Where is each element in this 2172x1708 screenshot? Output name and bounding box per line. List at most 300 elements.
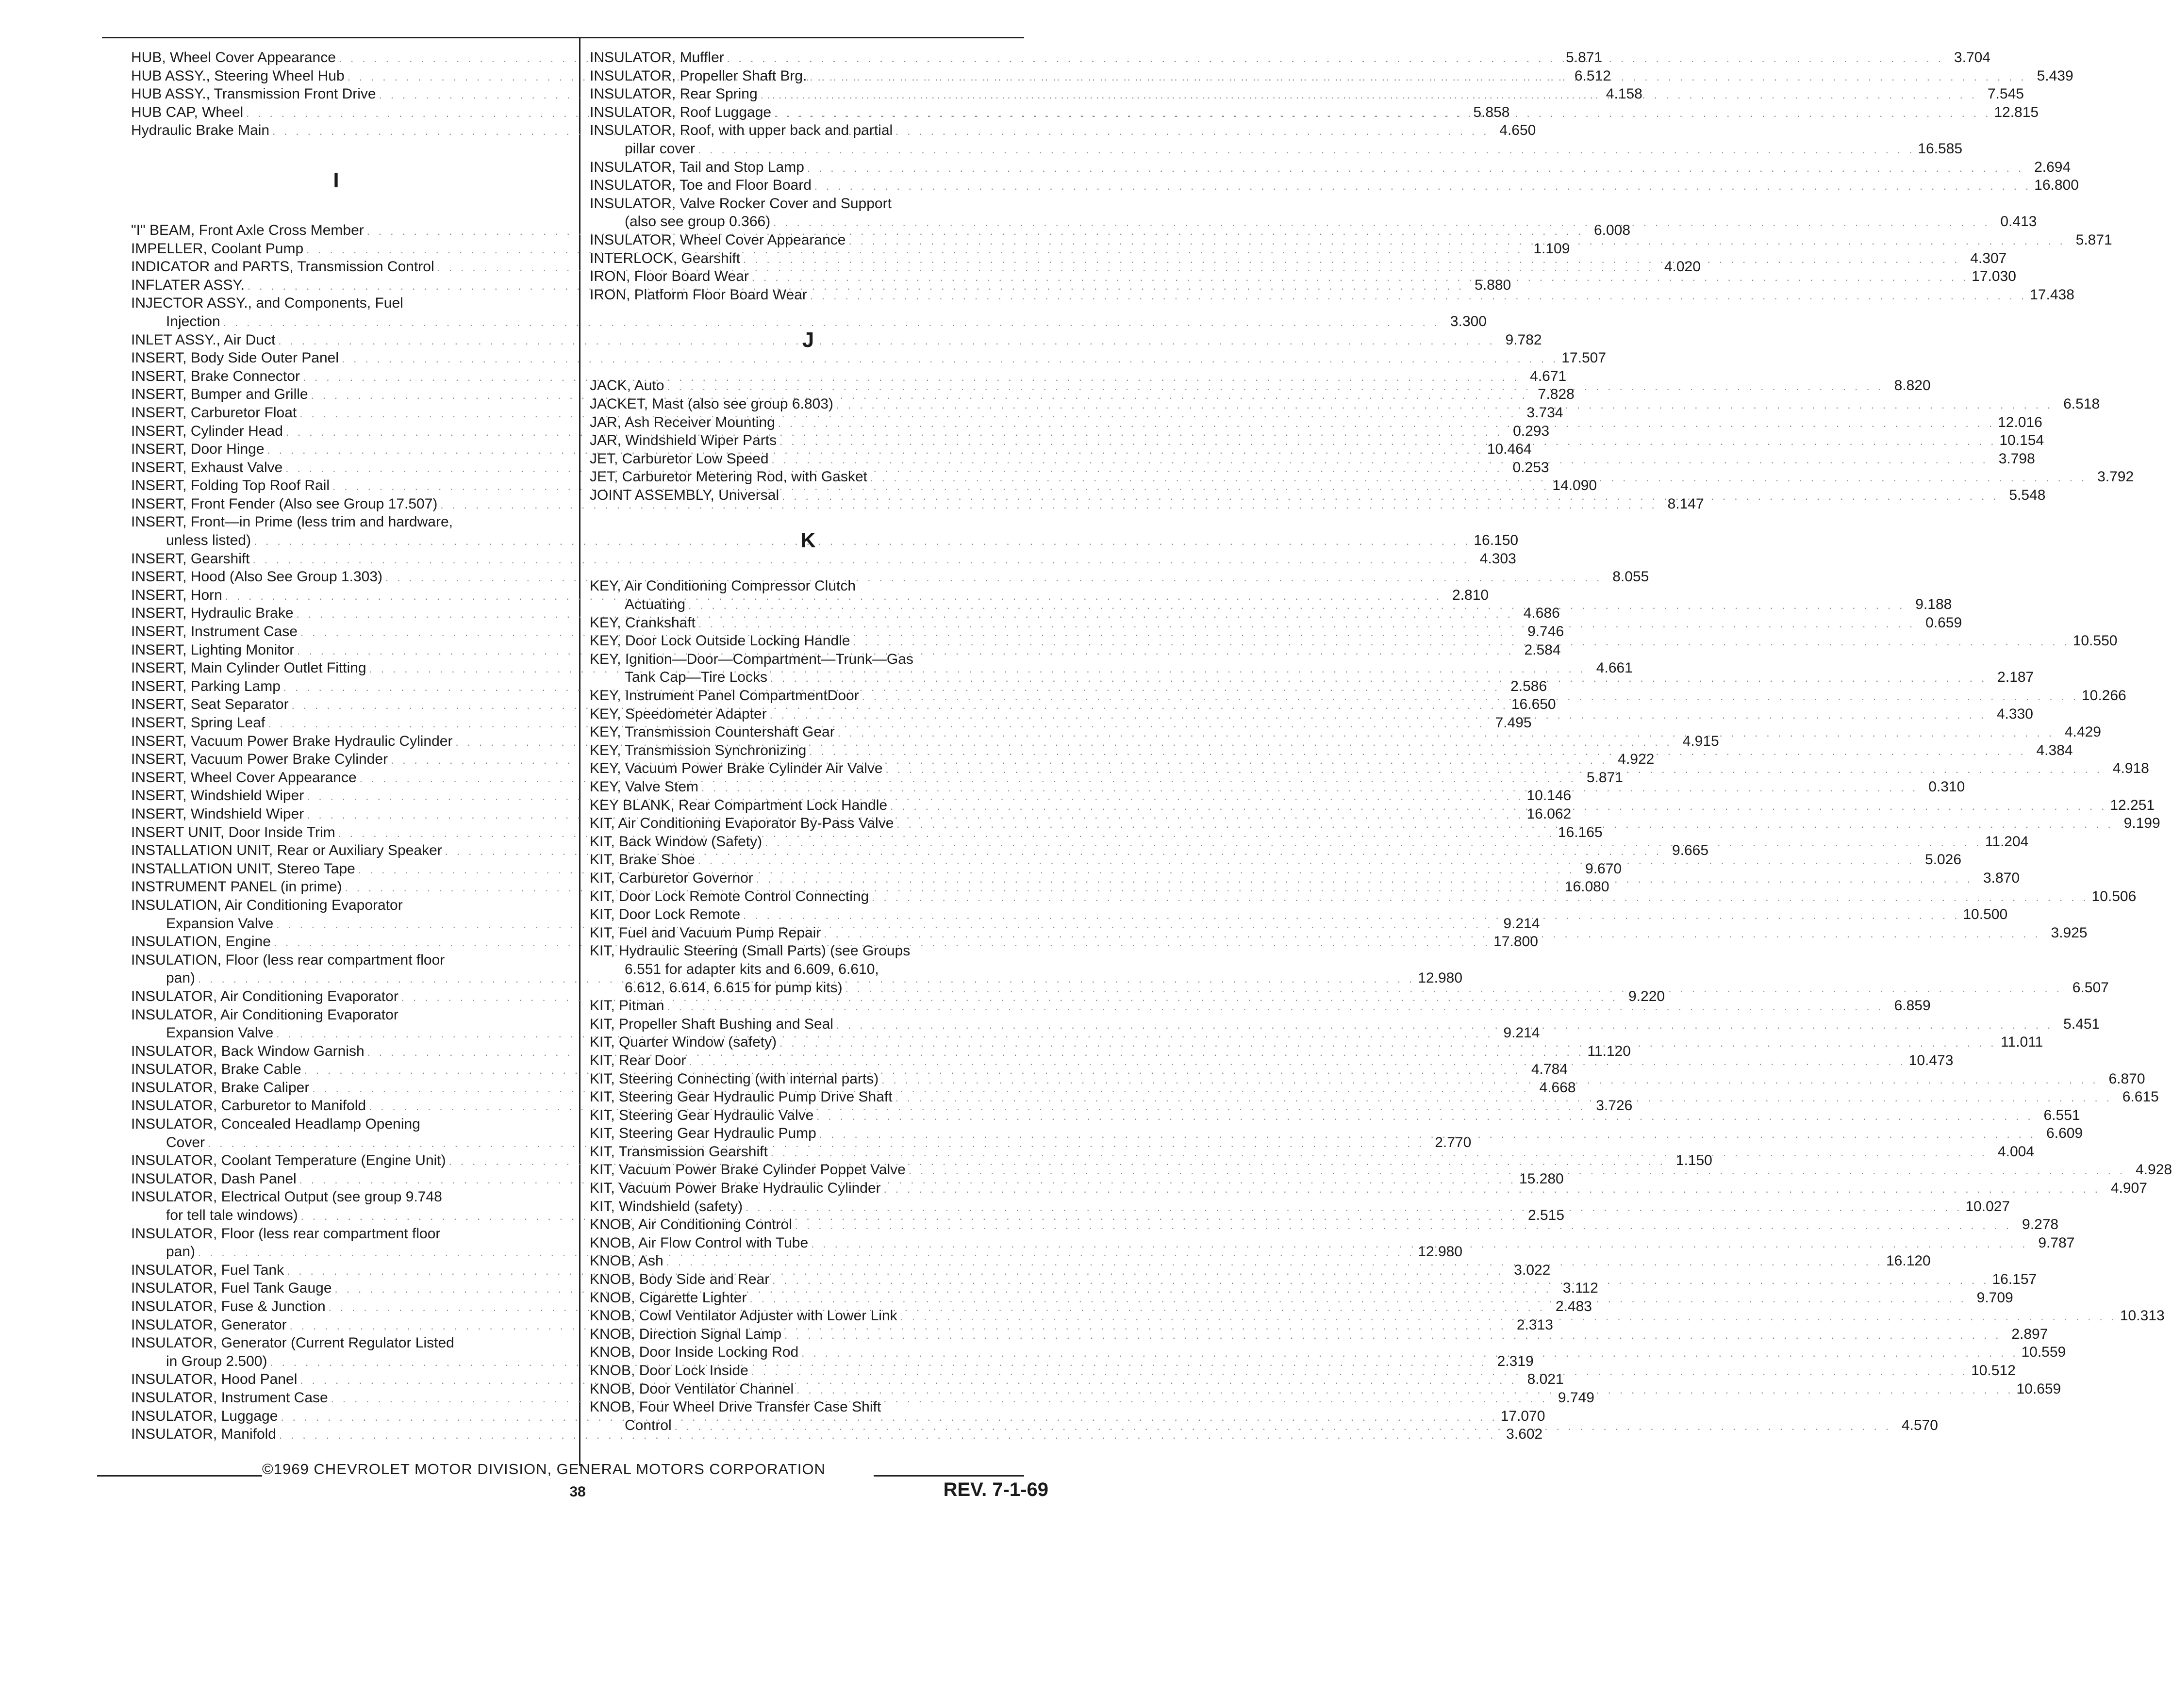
- leader-dots: [756, 870, 1973, 888]
- group-number: 3.798: [1998, 450, 2035, 467]
- leader-dots: [796, 1381, 2013, 1399]
- entry-name: INSULATOR, Concealed Headlamp Opening: [131, 1116, 420, 1133]
- entry-name: KNOB, Door Ventilator Channel: [590, 1380, 794, 1397]
- group-number: 8.820: [1894, 378, 1931, 394]
- entry-name: INTERLOCK, Gearshift: [590, 250, 741, 266]
- group-number: 12.980: [1418, 970, 1463, 986]
- entry-name: IMPELLER, Coolant Pump: [131, 240, 304, 257]
- leader-dots: [675, 1417, 1891, 1436]
- entry-name: JAR, Ash Receiver Mounting: [590, 414, 775, 430]
- entry-name: INSERT, Parking Lamp: [131, 678, 281, 694]
- index-entry: [590, 1179, 2147, 1198]
- entry-name: KIT, Propeller Shaft Bushing and Seal: [590, 1016, 833, 1032]
- group-number: 0.659: [1925, 614, 1962, 631]
- group-number: 9.188: [1915, 596, 1952, 613]
- footer-rule-left: [97, 1475, 262, 1477]
- index-entry-line: [131, 1334, 541, 1352]
- entry-name: INSERT, Front Fender (Also see Group 17.507): [131, 495, 438, 512]
- section-letter: K: [800, 528, 816, 553]
- leader-dots: [667, 378, 1884, 396]
- group-number: 17.507: [1561, 350, 1607, 366]
- leader-dots: [772, 1271, 1989, 1290]
- index-entry-line: [590, 577, 1027, 595]
- entry-name: INSERT, Cylinder Head: [131, 423, 283, 439]
- leader-dots: [701, 779, 1918, 797]
- group-number: 9.787: [2038, 1234, 2075, 1251]
- copyright-notice: ©1969 CHEVROLET MOTOR DIVISION, GENERAL MOTORS CORPORATION: [262, 1461, 826, 1478]
- group-number: 8.147: [1667, 495, 1704, 512]
- entry-name: INSULATOR, Instrument Case: [131, 1389, 328, 1406]
- entry-name: INSULATION, Floor (less rear compartment floor: [131, 952, 445, 968]
- group-number: 4.918: [2112, 760, 2149, 777]
- leader-dots: [881, 1071, 2098, 1089]
- entry-name: INDICATOR and PARTS, Transmission Control: [131, 259, 434, 275]
- index-entry-line: [590, 195, 1027, 213]
- entry-name: pillar cover: [625, 140, 696, 157]
- leader-dots: [761, 86, 1977, 104]
- entry-name: INSULATOR, Rear Spring: [590, 86, 758, 102]
- group-number: 5.871: [1586, 769, 1623, 786]
- group-number: 4.429: [2064, 724, 2101, 740]
- leader-dots: [770, 669, 1987, 688]
- index-entry-line: [131, 1115, 541, 1133]
- group-number: 1.150: [1675, 1152, 1712, 1169]
- entry-name: KNOB, Ash: [590, 1253, 663, 1269]
- leader-dots: [884, 1180, 2101, 1199]
- entry-name: KEY, Door Lock Outside Locking Handle: [590, 633, 850, 649]
- group-number: 16.062: [1526, 805, 1572, 822]
- group-number: 3.925: [2051, 924, 2088, 941]
- group-number: 4.570: [1901, 1417, 1938, 1433]
- entry-name: KEY, Valve Stem: [590, 779, 699, 795]
- group-number: 4.330: [1996, 706, 2033, 722]
- entry-name: KIT, Brake Shoe: [590, 852, 695, 868]
- leader-dots: [900, 1308, 2117, 1326]
- group-number: 4.384: [2036, 742, 2073, 758]
- entry-name: INSULATOR, Hood Panel: [131, 1371, 298, 1388]
- index-entry-line: [131, 1006, 541, 1024]
- leader-dots: [886, 760, 2103, 779]
- entry-name: INSERT, Horn: [131, 587, 222, 603]
- group-number: 8.055: [1612, 569, 1649, 585]
- group-number: 16.157: [1992, 1271, 2037, 1288]
- group-number: 0.413: [2000, 214, 2037, 230]
- entry-name: for tell tale windows): [166, 1207, 298, 1224]
- group-number: 2.810: [1452, 587, 1489, 603]
- entry-name: Injection: [166, 313, 220, 329]
- entry-name: INSULATOR, Brake Cable: [131, 1061, 301, 1078]
- entry-name: INSTRUMENT PANEL (in prime): [131, 879, 342, 895]
- entry-name: KNOB, Air Flow Control with Tube: [590, 1234, 809, 1251]
- entry-name: INLET ASSY., Air Duct: [131, 331, 276, 348]
- entry-name: KEY, Vacuum Power Brake Cylinder Air Valve: [590, 760, 883, 777]
- entry-name: INSERT, Gearshift: [131, 550, 250, 567]
- entry-name: JACKET, Mast (also see group 6.803): [590, 395, 833, 412]
- group-number: 9.214: [1503, 915, 1540, 932]
- group-number: 10.500: [1963, 906, 2008, 923]
- top-rule: [102, 37, 1024, 38]
- entry-name: INSULATOR, Dash Panel: [131, 1170, 297, 1187]
- leader-dots: [782, 487, 1999, 506]
- group-number: 7.828: [1538, 386, 1575, 403]
- group-number: 10.659: [2016, 1380, 2061, 1397]
- group-number: 6.859: [1894, 998, 1931, 1014]
- entry-name: JET, Carburetor Low Speed: [590, 450, 769, 467]
- group-number: 6.615: [2122, 1089, 2159, 1105]
- group-number: 16.080: [1564, 879, 1609, 895]
- leader-dots: [751, 1363, 1968, 1381]
- entry-name: Expansion Valve: [166, 1025, 274, 1041]
- leader-dots: [824, 925, 2040, 943]
- group-number: 3.022: [1514, 1262, 1551, 1278]
- group-number: 2.897: [2011, 1326, 2048, 1342]
- group-number: 5.439: [2037, 67, 2073, 84]
- entry-name: INSERT, Folding Top Roof Rail: [131, 477, 330, 494]
- group-number: 6.518: [2063, 395, 2100, 412]
- index-entry-line: [590, 960, 1027, 979]
- group-number: 10.506: [2091, 888, 2137, 904]
- leader-dots: [689, 1052, 1906, 1071]
- index-entry-line: [131, 294, 541, 312]
- entry-name: KEY, Speedometer Adapter: [590, 706, 767, 722]
- index-entry: [590, 158, 2071, 177]
- leader-dots: [698, 141, 1915, 159]
- index-entry-line: [131, 896, 541, 915]
- entry-name: pan): [166, 1244, 196, 1260]
- entry-name: INSULATOR, Air Conditioning Evaporator: [131, 988, 398, 1004]
- entry-name: Actuating: [625, 596, 686, 613]
- entry-name: INSERT, Hood (Also See Group 1.303): [131, 569, 383, 585]
- leader-dots: [772, 451, 1989, 469]
- leader-dots: [801, 1344, 2018, 1363]
- entry-name: KIT, Windshield (safety): [590, 1198, 743, 1215]
- entry-name: KNOB, Direction Signal Lamp: [590, 1326, 782, 1342]
- entry-name: INSERT, Main Cylinder Outlet Fitting: [131, 660, 366, 676]
- group-number: 8.021: [1527, 1371, 1564, 1388]
- entry-name: KIT, Steering Connecting (with internal parts): [590, 1070, 879, 1087]
- leader-dots: [810, 68, 2026, 86]
- index-entry: [131, 349, 1607, 367]
- group-number: 10.473: [1908, 1052, 1954, 1068]
- group-number: 5.026: [1924, 852, 1962, 868]
- entry-name: INSULATOR, Roof, with upper back and partial: [590, 122, 893, 139]
- group-number: 10.027: [1965, 1198, 2010, 1215]
- leader-dots: [814, 177, 2031, 196]
- group-number: 16.120: [1886, 1253, 1931, 1269]
- leader-dots: [810, 287, 2027, 305]
- entry-name: INSULATOR, Tail and Stop Lamp: [590, 159, 804, 175]
- group-number: 11.204: [1985, 833, 2029, 850]
- group-number: 4.784: [1531, 1061, 1568, 1078]
- entry-name: Control: [625, 1417, 672, 1433]
- entry-name: JACK, Auto: [590, 378, 664, 394]
- entry-name: INSULATOR, Floor (less rear compartment floor: [131, 1225, 441, 1242]
- index-entry: [131, 331, 1542, 349]
- group-number: 2.586: [1510, 678, 1547, 694]
- group-number: 12.815: [1994, 104, 2039, 120]
- entry-name: INSERT, Exhaust Valve: [131, 459, 283, 476]
- entry-name: KIT, Vacuum Power Brake Hydraulic Cylinder: [590, 1180, 881, 1197]
- entry-name: KIT, Hydraulic Steering (Small Parts) (see Groups: [590, 943, 911, 959]
- entry-name: INSERT, Spring Leaf: [131, 715, 265, 731]
- group-number: 9.670: [1585, 860, 1622, 877]
- group-number: 12.980: [1418, 1244, 1463, 1260]
- entry-name: INSERT, Windshield Wiper: [131, 788, 304, 804]
- group-number: 16.165: [1558, 824, 1603, 840]
- entry-name: INSULATOR, Air Conditioning Evaporator: [131, 1006, 398, 1023]
- group-number: 5.451: [2063, 1016, 2100, 1032]
- group-number: 16.800: [2034, 177, 2079, 194]
- leader-dots: [667, 998, 1884, 1016]
- leader-dots: [771, 1144, 1988, 1162]
- entry-name: INSERT, Wheel Cover Appearance: [131, 769, 357, 786]
- entry-name: JET, Carburetor Metering Rod, with Gasket: [590, 469, 867, 485]
- entry-name: KIT, Transmission Gearshift: [590, 1143, 768, 1160]
- group-number: 10.146: [1526, 788, 1572, 804]
- entry-name: KNOB, Air Conditioning Control: [590, 1216, 792, 1233]
- leader-dots: [698, 852, 1915, 870]
- leader-dots: [770, 706, 1987, 724]
- group-number: 4.158: [1606, 86, 1642, 102]
- group-number: 9.782: [1505, 331, 1542, 348]
- group-number: 2.319: [1497, 1353, 1534, 1369]
- entry-name: INSERT, Hydraulic Brake: [131, 605, 294, 622]
- entry-name: INSULATOR, Manifold: [131, 1426, 276, 1443]
- entry-name: KIT, Vacuum Power Brake Cylinder Poppet Valve: [590, 1162, 906, 1178]
- group-number: 9.220: [1628, 988, 1665, 1004]
- leader-dots: [774, 104, 1991, 123]
- index-entry-line: [590, 650, 1027, 669]
- entry-name: HUB ASSY., Steering Wheel Hub: [131, 67, 345, 84]
- group-number: 4.004: [1997, 1143, 2035, 1160]
- entry-name: INSTALLATION UNIT, Rear or Auxiliary Speaker: [131, 842, 442, 859]
- group-number: 4.907: [2110, 1180, 2147, 1197]
- group-number: 3.602: [1506, 1426, 1543, 1443]
- entry-name: INSERT, Door Hinge: [131, 441, 265, 458]
- entry-name: INSULATOR, Fuel Tank Gauge: [131, 1280, 332, 1297]
- entry-name: INSULATOR, Brake Caliper: [131, 1079, 310, 1096]
- group-number: 4.307: [1970, 250, 2007, 266]
- index-entry: [131, 531, 1519, 550]
- group-number: 11.011: [2001, 1034, 2043, 1051]
- leader-dots: [746, 1199, 1962, 1217]
- group-number: 0.310: [1928, 779, 1965, 795]
- group-number: 9.709: [1976, 1289, 2013, 1306]
- entry-name: IRON, Platform Floor Board Wear: [590, 286, 807, 303]
- index-entry-line: [131, 1188, 541, 1206]
- group-number: 16.150: [1474, 532, 1519, 549]
- group-number: 4.020: [1664, 259, 1701, 275]
- group-number: 4.303: [1479, 550, 1516, 567]
- group-number: 3.112: [1562, 1280, 1598, 1297]
- entry-name: INSERT, Vacuum Power Brake Hydraulic Cylinder: [131, 733, 453, 749]
- group-number: 7.495: [1495, 715, 1532, 731]
- index-entry: [590, 286, 2074, 304]
- group-number: 2.584: [1524, 641, 1561, 658]
- entry-name: KEY, Transmission Countershaft Gear: [590, 724, 835, 740]
- group-number: 3.734: [1526, 404, 1563, 421]
- entry-name: INJECTOR ASSY., and Components, Fuel: [131, 295, 403, 312]
- entry-name: KIT, Rear Door: [590, 1052, 686, 1068]
- entry-name: Tank Cap—Tire Locks: [625, 669, 767, 686]
- entry-name: pan): [166, 970, 196, 986]
- leader-dots: [862, 688, 2079, 706]
- entry-name: INSULATOR, Muffler: [590, 49, 724, 66]
- entry-name: INSERT, Brake Connector: [131, 368, 300, 384]
- entry-name: KNOB, Cowl Ventilator Adjuster with Lower Link: [590, 1308, 897, 1324]
- entry-name: INSULATOR, Toe and Floor Board: [590, 177, 812, 194]
- leader-dots: [836, 396, 2053, 414]
- entry-name: KIT, Carburetor Governor: [590, 870, 753, 886]
- leader-dots: [749, 1290, 1966, 1308]
- entry-name: HUB ASSY., Transmission Front Drive: [131, 86, 376, 102]
- group-number: 4.671: [1530, 368, 1567, 384]
- leader-dots: [816, 1107, 2033, 1126]
- group-number: 5.871: [1566, 49, 1603, 66]
- entry-name: INSULATION, Engine: [131, 934, 271, 950]
- group-number: 3.870: [1983, 870, 2020, 886]
- entry-name: KNOB, Door Lock Inside: [590, 1363, 748, 1379]
- group-number: 6.512: [1574, 67, 1611, 84]
- entry-name: Cover: [166, 1134, 205, 1150]
- leader-dots: [838, 724, 2055, 742]
- leader-dots: [773, 214, 1990, 232]
- leader-dots: [848, 232, 2065, 250]
- leader-dots: [795, 1216, 2012, 1235]
- entry-name: INSERT, Carburetor Float: [131, 404, 297, 421]
- entry-name: KEY, Transmission Synchronizing: [590, 742, 807, 758]
- entry-name: INSULATOR, Propeller Shaft Brg.: [590, 67, 807, 84]
- group-number: 17.438: [2030, 286, 2074, 303]
- group-number: 4.650: [1499, 122, 1536, 139]
- page-number: 38: [569, 1484, 586, 1500]
- group-number: 17.800: [1493, 934, 1538, 950]
- entry-name: INSULATOR, Generator: [131, 1316, 287, 1333]
- leader-dots: [765, 834, 1982, 852]
- entry-name: INSULATOR, Electrical Output (see group 9.748: [131, 1189, 442, 1205]
- entry-name: INSERT UNIT, Door Inside Trim: [131, 824, 335, 840]
- group-number: 10.154: [1999, 432, 2044, 449]
- entry-name: KIT, Door Lock Remote: [590, 906, 741, 923]
- group-number: 0.293: [1513, 423, 1550, 439]
- leader-dots: [846, 980, 2062, 998]
- group-number: 2.313: [1516, 1316, 1553, 1333]
- leader-dots: [853, 633, 2070, 651]
- group-number: 4.668: [1539, 1079, 1576, 1096]
- group-number: 16.585: [1918, 140, 1963, 157]
- leader-dots: [688, 596, 1905, 615]
- entry-name: INSTALLATION UNIT, Stereo Tape: [131, 860, 355, 877]
- leader-dots: [896, 815, 2113, 834]
- leader-dots: [698, 615, 1915, 633]
- group-number: 4.922: [1618, 751, 1655, 768]
- entry-name: in Group 2.500): [166, 1353, 267, 1369]
- group-number: 16.650: [1511, 696, 1556, 713]
- group-number: 9.749: [1558, 1389, 1594, 1406]
- group-number: 6.551: [2043, 1107, 2080, 1123]
- entry-name: INSERT, Lighting Monitor: [131, 641, 295, 658]
- leader-dots: [784, 1326, 2001, 1345]
- leader-dots: [819, 1125, 2036, 1144]
- entry-name: INSULATOR, Back Window Garnish: [131, 1043, 365, 1059]
- group-number: 9.214: [1503, 1025, 1540, 1041]
- leader-dots: [779, 1034, 1996, 1052]
- group-number: 12.251: [2110, 797, 2155, 813]
- group-number: 5.858: [1473, 104, 1510, 120]
- entry-name: INSULATOR, Valve Rocker Cover and Support: [590, 195, 892, 212]
- group-number: 10.266: [2081, 688, 2126, 704]
- group-number: 12.016: [1998, 414, 2042, 430]
- leader-dots: [895, 1089, 2112, 1107]
- entry-name: INSULATION, Air Conditioning Evaporator: [131, 897, 403, 913]
- group-number: 6.507: [2072, 979, 2109, 996]
- leader-dots: [909, 1162, 2125, 1180]
- leader-dots: [743, 906, 1960, 925]
- group-number: 6.008: [1593, 222, 1631, 238]
- entry-name: INSERT, Vacuum Power Brake Cylinder: [131, 751, 388, 768]
- group-number: 14.090: [1552, 477, 1597, 494]
- leader-dots: [779, 432, 1996, 451]
- group-number: 10.559: [2021, 1344, 2066, 1361]
- index-entry-line: [590, 1398, 1027, 1416]
- entry-name: HUB, Wheel Cover Appearance: [131, 49, 336, 66]
- group-number: 10.313: [2120, 1308, 2165, 1324]
- index-entry-line: [590, 942, 1027, 960]
- entry-name: KNOB, Body Side and Rear: [590, 1271, 770, 1288]
- group-number: 3.792: [2097, 469, 2134, 485]
- entry-name: INSERT, Body Side Outer Panel: [131, 350, 339, 366]
- leader-dots: [778, 414, 1995, 433]
- group-number: 4.661: [1596, 660, 1633, 676]
- index-entry: [590, 1325, 2048, 1344]
- group-number: 17.030: [1972, 268, 2016, 285]
- index-entry: [590, 997, 1931, 1015]
- leader-dots: [743, 250, 1960, 269]
- entry-name: IRON, Floor Board Wear: [590, 268, 749, 285]
- group-number: 9.278: [2022, 1216, 2059, 1233]
- entry-name: INSERT, Front—in Prime (less trim and hardware,: [131, 514, 453, 530]
- group-number: 3.704: [1954, 49, 1990, 66]
- entry-name: INSULATOR, Generator (Current Regulator Listed: [131, 1335, 454, 1351]
- entry-name: KNOB, Door Inside Locking Rod: [590, 1344, 799, 1361]
- entry-name: KIT, Steering Gear Hydraulic Valve: [590, 1107, 814, 1123]
- entry-name: HUB CAP, Wheel: [131, 104, 244, 120]
- index-entry: [590, 140, 1963, 158]
- group-number: 5.880: [1475, 277, 1511, 293]
- group-number: 2.770: [1435, 1134, 1472, 1150]
- entry-name: KEY, Instrument Panel CompartmentDoor: [590, 688, 859, 704]
- group-number: 0.253: [1512, 459, 1549, 476]
- group-number: 15.280: [1519, 1170, 1564, 1187]
- index-entry: [131, 550, 1516, 568]
- entry-name: INSULATOR, Luggage: [131, 1408, 278, 1424]
- group-number: 10.550: [2073, 633, 2118, 649]
- leader-dots: [752, 268, 1969, 287]
- leader-dots: [727, 49, 1944, 68]
- section-letter: J: [802, 328, 814, 352]
- group-number: 11.120: [1587, 1043, 1631, 1059]
- entry-name: KEY BLANK, Rear Compartment Lock Handle: [590, 797, 888, 813]
- entry-name: Hydraulic Brake Main: [131, 122, 270, 139]
- leader-dots: [870, 469, 2087, 487]
- leader-dots: [666, 1253, 1883, 1271]
- entry-name: INFLATER ASSY.: [131, 277, 245, 293]
- entry-name: 6.612, 6.614, 6.615 for pump kits): [625, 979, 843, 996]
- leader-dots: [836, 1016, 2053, 1035]
- group-number: 10.512: [1971, 1363, 2016, 1379]
- group-number: 10.464: [1487, 441, 1532, 458]
- group-number: 2.694: [2034, 159, 2071, 175]
